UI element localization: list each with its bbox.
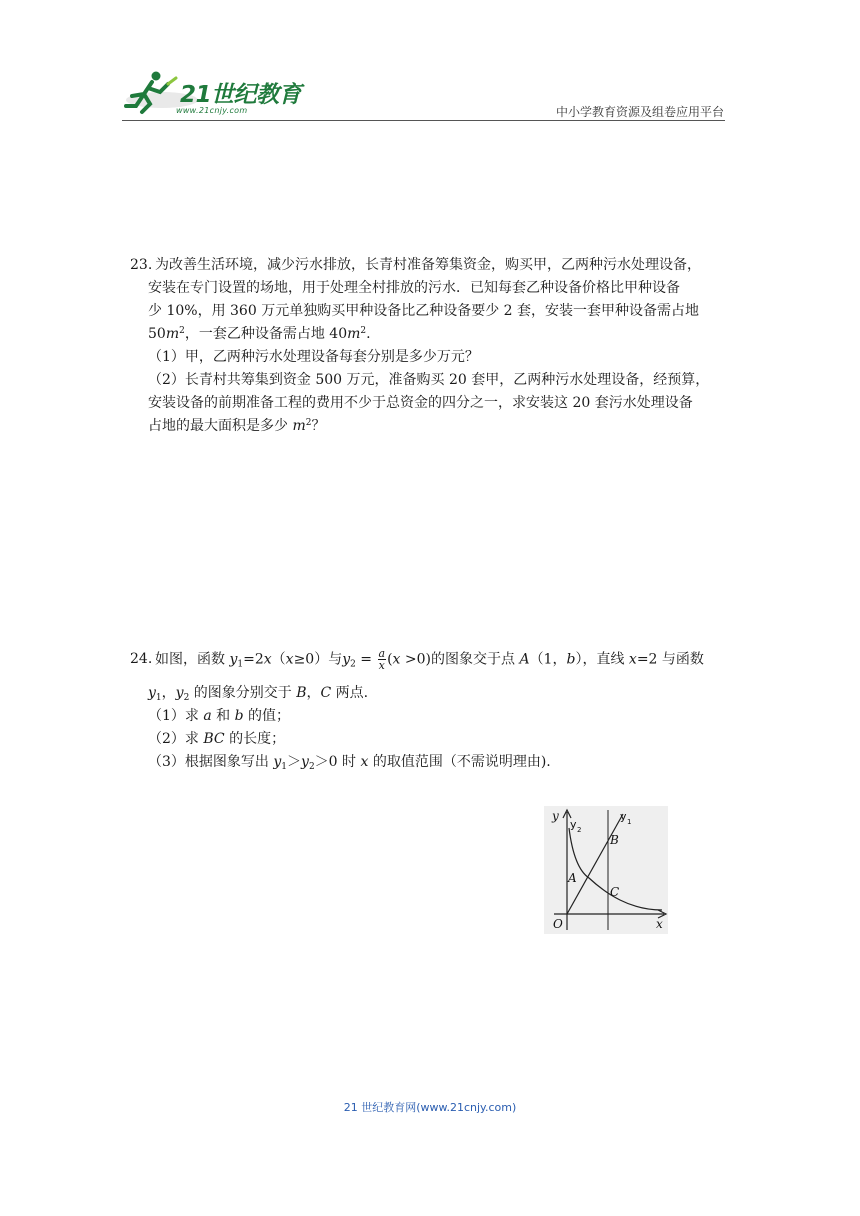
platform-tagline: 中小学教育资源及组卷应用平台 [555, 105, 724, 119]
q23-number: 23. [130, 257, 153, 273]
point-a-label: A [568, 871, 577, 885]
logo-text: 21世纪教育 [180, 82, 302, 108]
q23-line-2: 安装在专门设置的场地，用于处理全村排放的污水．已知每套乙种设备价格比甲种设备 [148, 280, 680, 296]
logo-url: www.21cnjy.com [176, 106, 248, 115]
footer-link[interactable]: 21 世纪教育网(www.21cnjy.com) [343, 1101, 517, 1114]
q23-line-1: 为改善生活环境，减少污水排放，长青村准备筹集资金，购买甲，乙两种污水处理设备， [155, 257, 701, 273]
q23-part-2-line-3: 占地的最大面积是多少 $m^2$？ [148, 418, 326, 434]
curve-y2-label-sub: 2 [577, 826, 582, 834]
function-graph [544, 806, 668, 934]
q23-part-2-line-2: 安装设备的前期准备工程的费用不少于总资金的四分之一，求安装这 20 套污水处理设备 [148, 395, 693, 411]
point-b-label: B [610, 833, 619, 847]
q23-part-2-line-1: （2）长青村共筹集到资金 500 万元，准备购买 20 套甲，乙两种污水处理设备，经预算， [148, 372, 710, 388]
q24-part-2: （2）求 BC 的长度； [148, 731, 286, 747]
header-divider [122, 120, 725, 121]
origin-label: O [553, 917, 563, 931]
x-axis-label: x [656, 917, 663, 931]
curve-y2-label: y [570, 818, 577, 831]
q24-line-2: $y_1$，$y_2$ 的图象分别交于 B，C 两点. [148, 685, 369, 703]
q23-part-1: （1）甲，乙两种污水处理设备每套分别是多少万元？ [148, 349, 479, 365]
q24-line-1: 如图，函数 $y_1=2x(x\ge 0)$与$y_2$ = $\frac{a}{x}$ (x >0)的图象交于点 A（1，b），直线 x=2 与函数 [155, 647, 704, 672]
q24-part-3: （3）根据图象写出 $y_1>y_2>0$ 时 x 的取值范围（不需说明理由). [148, 754, 551, 772]
point-c-label: C [610, 885, 620, 899]
curve-y1-label: y [620, 810, 627, 823]
fraction-a-over-x: $\frac{a}{x}$ [378, 647, 386, 672]
curve-y1-label-sub: 1 [627, 818, 632, 826]
q24-number: 24. [130, 651, 153, 667]
q24-part-1: （1）求 a 和 b 的值； [148, 708, 291, 724]
q23-line-4: $50m^2$，一套乙种设备需占地 $40m^2$. [148, 326, 371, 342]
y-axis-label: y [552, 809, 559, 823]
q23-line-3: 少 10%，用 360 万元单独购买甲种设备比乙种设备要少 2 套，安装一套甲种设备需占地 [148, 303, 699, 319]
